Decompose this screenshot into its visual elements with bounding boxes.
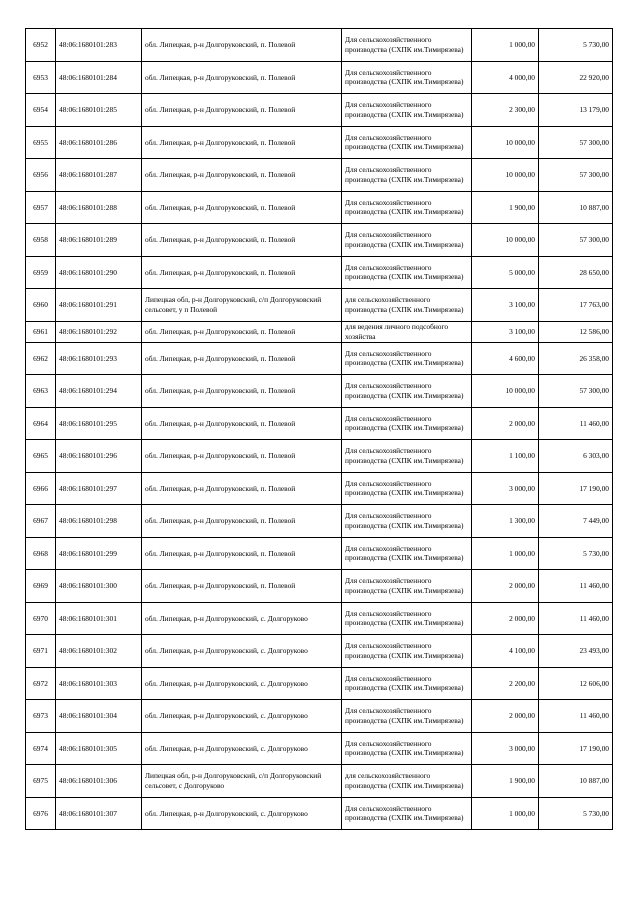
land-use-cell: Для сельскохозяйственного производства (СХПК им.Тимирязева): [342, 700, 472, 733]
cadastral-value-cell: 5 730,00: [539, 537, 613, 570]
table-row: [26, 94, 613, 127]
cadastral-value-cell: 28 650,00: [539, 256, 613, 289]
table-row: [26, 126, 613, 159]
cadastral-value-cell: 12 586,00: [539, 321, 613, 342]
area-cell: 2 000,00: [472, 602, 539, 635]
area-cell: 5 000,00: [472, 256, 539, 289]
area-cell: 1 000,00: [472, 797, 539, 830]
area-cell: 2 200,00: [472, 667, 539, 700]
cadastral-value-cell: 5 730,00: [539, 797, 613, 830]
address-cell: обл. Липецкая, р-н Долгоруковский, с. Долгоруково: [142, 797, 342, 830]
area-cell: 1 000,00: [472, 29, 539, 62]
table-row: [26, 537, 613, 570]
cadastral-number-cell: 48:06:1680101:284: [56, 61, 142, 94]
area-cell: 1 900,00: [472, 765, 539, 798]
row-number-cell: 6962: [26, 342, 56, 375]
area-cell: 3 100,00: [472, 289, 539, 322]
area-cell: 3 000,00: [472, 472, 539, 505]
table-row: [26, 407, 613, 440]
address-cell: обл. Липецкая, р-н Долгоруковский, п. Полевой: [142, 191, 342, 224]
land-use-cell: Для сельскохозяйственного производства (СХПК им.Тимирязева): [342, 224, 472, 257]
cadastral-value-cell: 57 300,00: [539, 375, 613, 408]
address-cell: обл. Липецкая, р-н Долгоруковский, п. Полевой: [142, 375, 342, 408]
land-use-cell: Для сельскохозяйственного производства (СХПК им.Тимирязева): [342, 126, 472, 159]
table-row: [26, 29, 613, 62]
address-cell: обл. Липецкая, р-н Долгоруковский, п. Полевой: [142, 159, 342, 192]
cadastral-value-cell: 17 190,00: [539, 732, 613, 765]
row-number-cell: 6972: [26, 667, 56, 700]
address-cell: обл. Липецкая, р-н Долгоруковский, п. Полевой: [142, 570, 342, 603]
area-cell: 10 000,00: [472, 375, 539, 408]
cadastral-number-cell: 48:06:1680101:287: [56, 159, 142, 192]
table-row: [26, 732, 613, 765]
table-row: [26, 667, 613, 700]
address-cell: обл. Липецкая, р-н Долгоруковский, п. Полевой: [142, 94, 342, 127]
land-use-cell: Для сельскохозяйственного производства (СХПК им.Тимирязева): [342, 635, 472, 668]
cadastral-value-cell: 57 300,00: [539, 224, 613, 257]
land-use-cell: Для сельскохозяйственного производства (СХПК им.Тимирязева): [342, 407, 472, 440]
land-use-cell: Для сельскохозяйственного производства (СХПК им.Тимирязева): [342, 797, 472, 830]
cadastral-value-cell: 11 460,00: [539, 602, 613, 635]
cadastral-number-cell: 48:06:1680101:294: [56, 375, 142, 408]
row-number-cell: 6964: [26, 407, 56, 440]
cadastral-value-cell: 7 449,00: [539, 505, 613, 538]
cadastral-number-cell: 48:06:1680101:295: [56, 407, 142, 440]
address-cell: обл. Липецкая, р-н Долгоруковский, п. Полевой: [142, 126, 342, 159]
cadastral-number-cell: 48:06:1680101:296: [56, 440, 142, 473]
land-use-cell: для ведения личного подсобного хозяйства: [342, 321, 472, 342]
land-use-cell: Для сельскохозяйственного производства (СХПК им.Тимирязева): [342, 472, 472, 505]
cadastral-number-cell: 48:06:1680101:304: [56, 700, 142, 733]
cadastral-value-cell: 57 300,00: [539, 159, 613, 192]
cadastral-number-cell: 48:06:1680101:289: [56, 224, 142, 257]
cadastral-value-cell: 57 300,00: [539, 126, 613, 159]
row-number-cell: 6970: [26, 602, 56, 635]
area-cell: 10 000,00: [472, 224, 539, 257]
table-row: [26, 224, 613, 257]
address-cell: Липецкая обл, р-н Долгоруковский, с/п Долгоруковский сельсовет, у п Полевой: [142, 289, 342, 322]
address-cell: обл. Липецкая, р-н Долгоруковский, п. Полевой: [142, 505, 342, 538]
address-cell: обл. Липецкая, р-н Долгоруковский, п. Полевой: [142, 537, 342, 570]
row-number-cell: 6968: [26, 537, 56, 570]
row-number-cell: 6954: [26, 94, 56, 127]
table-row: [26, 342, 613, 375]
cadastral-value-cell: 11 460,00: [539, 570, 613, 603]
table-row: [26, 765, 613, 798]
cadastral-number-cell: 48:06:1680101:302: [56, 635, 142, 668]
table-row: [26, 797, 613, 830]
address-cell: Липецкая обл, р-н Долгоруковский, с/п Долгоруковский сельсовет, с Долгоруково: [142, 765, 342, 798]
row-number-cell: 6955: [26, 126, 56, 159]
land-use-cell: для сельскохозяйственного производства (СХПК им.Тимирязева): [342, 765, 472, 798]
row-number-cell: 6953: [26, 61, 56, 94]
row-number-cell: 6966: [26, 472, 56, 505]
address-cell: обл. Липецкая, р-н Долгоруковский, п. Полевой: [142, 342, 342, 375]
cadastral-number-cell: 48:06:1680101:293: [56, 342, 142, 375]
table-row: [26, 375, 613, 408]
table-row: [26, 505, 613, 538]
table-row: [26, 440, 613, 473]
table-row: [26, 635, 613, 668]
row-number-cell: 6973: [26, 700, 56, 733]
table-row: [26, 570, 613, 603]
row-number-cell: 6960: [26, 289, 56, 322]
cadastral-number-cell: 48:06:1680101:303: [56, 667, 142, 700]
cadastral-value-cell: 17 190,00: [539, 472, 613, 505]
land-use-cell: Для сельскохозяйственного производства (СХПК им.Тимирязева): [342, 440, 472, 473]
table-row: [26, 61, 613, 94]
area-cell: 4 000,00: [472, 61, 539, 94]
land-use-cell: Для сельскохозяйственного производства (СХПК им.Тимирязева): [342, 602, 472, 635]
address-cell: обл. Липецкая, р-н Долгоруковский, с. Долгоруково: [142, 700, 342, 733]
address-cell: обл. Липецкая, р-н Долгоруковский, п. Полевой: [142, 256, 342, 289]
cadastral-number-cell: 48:06:1680101:291: [56, 289, 142, 322]
row-number-cell: 6974: [26, 732, 56, 765]
table-row: [26, 191, 613, 224]
address-cell: обл. Липецкая, р-н Долгоруковский, с. Долгоруково: [142, 602, 342, 635]
area-cell: 1 900,00: [472, 191, 539, 224]
row-number-cell: 6958: [26, 224, 56, 257]
area-cell: 1 300,00: [472, 505, 539, 538]
cadastral-value-cell: 6 303,00: [539, 440, 613, 473]
row-number-cell: 6957: [26, 191, 56, 224]
row-number-cell: 6963: [26, 375, 56, 408]
cadastral-value-cell: 11 460,00: [539, 407, 613, 440]
cadastral-value-cell: 10 887,00: [539, 191, 613, 224]
cadastral-number-cell: 48:06:1680101:301: [56, 602, 142, 635]
row-number-cell: 6975: [26, 765, 56, 798]
row-number-cell: 6961: [26, 321, 56, 342]
land-use-cell: Для сельскохозяйственного производства (СХПК им.Тимирязева): [342, 256, 472, 289]
land-use-cell: для сельскохозяйственного производства (СХПК им.Тимирязева): [342, 289, 472, 322]
table-row: [26, 289, 613, 322]
cadastral-value-cell: 23 493,00: [539, 635, 613, 668]
land-use-cell: Для сельскохозяйственного производства (СХПК им.Тимирязева): [342, 191, 472, 224]
row-number-cell: 6952: [26, 29, 56, 62]
address-cell: обл. Липецкая, р-н Долгоруковский, п. Полевой: [142, 61, 342, 94]
cadastral-number-cell: 48:06:1680101:299: [56, 537, 142, 570]
cadastral-value-cell: 10 887,00: [539, 765, 613, 798]
row-number-cell: 6959: [26, 256, 56, 289]
table-row: [26, 700, 613, 733]
area-cell: 1 000,00: [472, 537, 539, 570]
area-cell: 4 600,00: [472, 342, 539, 375]
land-use-cell: Для сельскохозяйственного производства (СХПК им.Тимирязева): [342, 732, 472, 765]
cadastral-number-cell: 48:06:1680101:286: [56, 126, 142, 159]
area-cell: 3 100,00: [472, 321, 539, 342]
cadastral-value-cell: 17 763,00: [539, 289, 613, 322]
cadastral-number-cell: 48:06:1680101:305: [56, 732, 142, 765]
cadastral-number-cell: 48:06:1680101:300: [56, 570, 142, 603]
land-use-cell: Для сельскохозяйственного производства (СХПК им.Тимирязева): [342, 570, 472, 603]
table-row: [26, 602, 613, 635]
land-use-cell: Для сельскохозяйственного производства (СХПК им.Тимирязева): [342, 342, 472, 375]
cadastral-number-cell: 48:06:1680101:297: [56, 472, 142, 505]
cadastral-value-cell: 26 358,00: [539, 342, 613, 375]
cadastral-number-cell: 48:06:1680101:307: [56, 797, 142, 830]
row-number-cell: 6965: [26, 440, 56, 473]
cadastral-number-cell: 48:06:1680101:288: [56, 191, 142, 224]
area-cell: 2 300,00: [472, 94, 539, 127]
row-number-cell: 6976: [26, 797, 56, 830]
area-cell: 10 000,00: [472, 159, 539, 192]
area-cell: 1 100,00: [472, 440, 539, 473]
address-cell: обл. Липецкая, р-н Долгоруковский, п. Полевой: [142, 29, 342, 62]
land-use-cell: Для сельскохозяйственного производства (СХПК им.Тимирязева): [342, 667, 472, 700]
area-cell: 2 000,00: [472, 407, 539, 440]
area-cell: 4 100,00: [472, 635, 539, 668]
cadastral-number-cell: 48:06:1680101:283: [56, 29, 142, 62]
row-number-cell: 6971: [26, 635, 56, 668]
table-row: [26, 256, 613, 289]
cadastral-number-cell: 48:06:1680101:292: [56, 321, 142, 342]
address-cell: обл. Липецкая, р-н Долгоруковский, п. Полевой: [142, 321, 342, 342]
land-use-cell: Для сельскохозяйственного производства (СХПК им.Тимирязева): [342, 61, 472, 94]
table-row: [26, 472, 613, 505]
table-body: [26, 29, 613, 830]
area-cell: 3 000,00: [472, 732, 539, 765]
address-cell: обл. Липецкая, р-н Долгоруковский, п. Полевой: [142, 224, 342, 257]
land-use-cell: Для сельскохозяйственного производства (СХПК им.Тимирязева): [342, 537, 472, 570]
land-use-cell: Для сельскохозяйственного производства (СХПК им.Тимирязева): [342, 29, 472, 62]
land-use-cell: Для сельскохозяйственного производства (СХПК им.Тимирязева): [342, 375, 472, 408]
land-use-cell: Для сельскохозяйственного производства (СХПК им.Тимирязева): [342, 94, 472, 127]
land-plots-table: [25, 28, 613, 830]
cadastral-value-cell: 22 920,00: [539, 61, 613, 94]
area-cell: 2 000,00: [472, 700, 539, 733]
area-cell: 10 000,00: [472, 126, 539, 159]
cadastral-number-cell: 48:06:1680101:298: [56, 505, 142, 538]
table-row: [26, 159, 613, 192]
address-cell: обл. Липецкая, р-н Долгоруковский, с. Долгоруково: [142, 635, 342, 668]
row-number-cell: 6956: [26, 159, 56, 192]
row-number-cell: 6967: [26, 505, 56, 538]
address-cell: обл. Липецкая, р-н Долгоруковский, с. Долгоруково: [142, 732, 342, 765]
cadastral-value-cell: 5 730,00: [539, 29, 613, 62]
land-use-cell: Для сельскохозяйственного производства (СХПК им.Тимирязева): [342, 159, 472, 192]
cadastral-value-cell: 11 460,00: [539, 700, 613, 733]
cadastral-value-cell: 13 179,00: [539, 94, 613, 127]
cadastral-number-cell: 48:06:1680101:306: [56, 765, 142, 798]
area-cell: 2 000,00: [472, 570, 539, 603]
address-cell: обл. Липецкая, р-н Долгоруковский, п. Полевой: [142, 440, 342, 473]
address-cell: обл. Липецкая, р-н Долгоруковский, с. Долгоруково: [142, 667, 342, 700]
table-row: [26, 321, 613, 342]
cadastral-number-cell: 48:06:1680101:290: [56, 256, 142, 289]
cadastral-number-cell: 48:06:1680101:285: [56, 94, 142, 127]
cadastral-value-cell: 12 606,00: [539, 667, 613, 700]
row-number-cell: 6969: [26, 570, 56, 603]
address-cell: обл. Липецкая, р-н Долгоруковский, п. Полевой: [142, 407, 342, 440]
address-cell: обл. Липецкая, р-н Долгоруковский, п. Полевой: [142, 472, 342, 505]
land-use-cell: Для сельскохозяйственного производства (СХПК им.Тимирязева): [342, 505, 472, 538]
